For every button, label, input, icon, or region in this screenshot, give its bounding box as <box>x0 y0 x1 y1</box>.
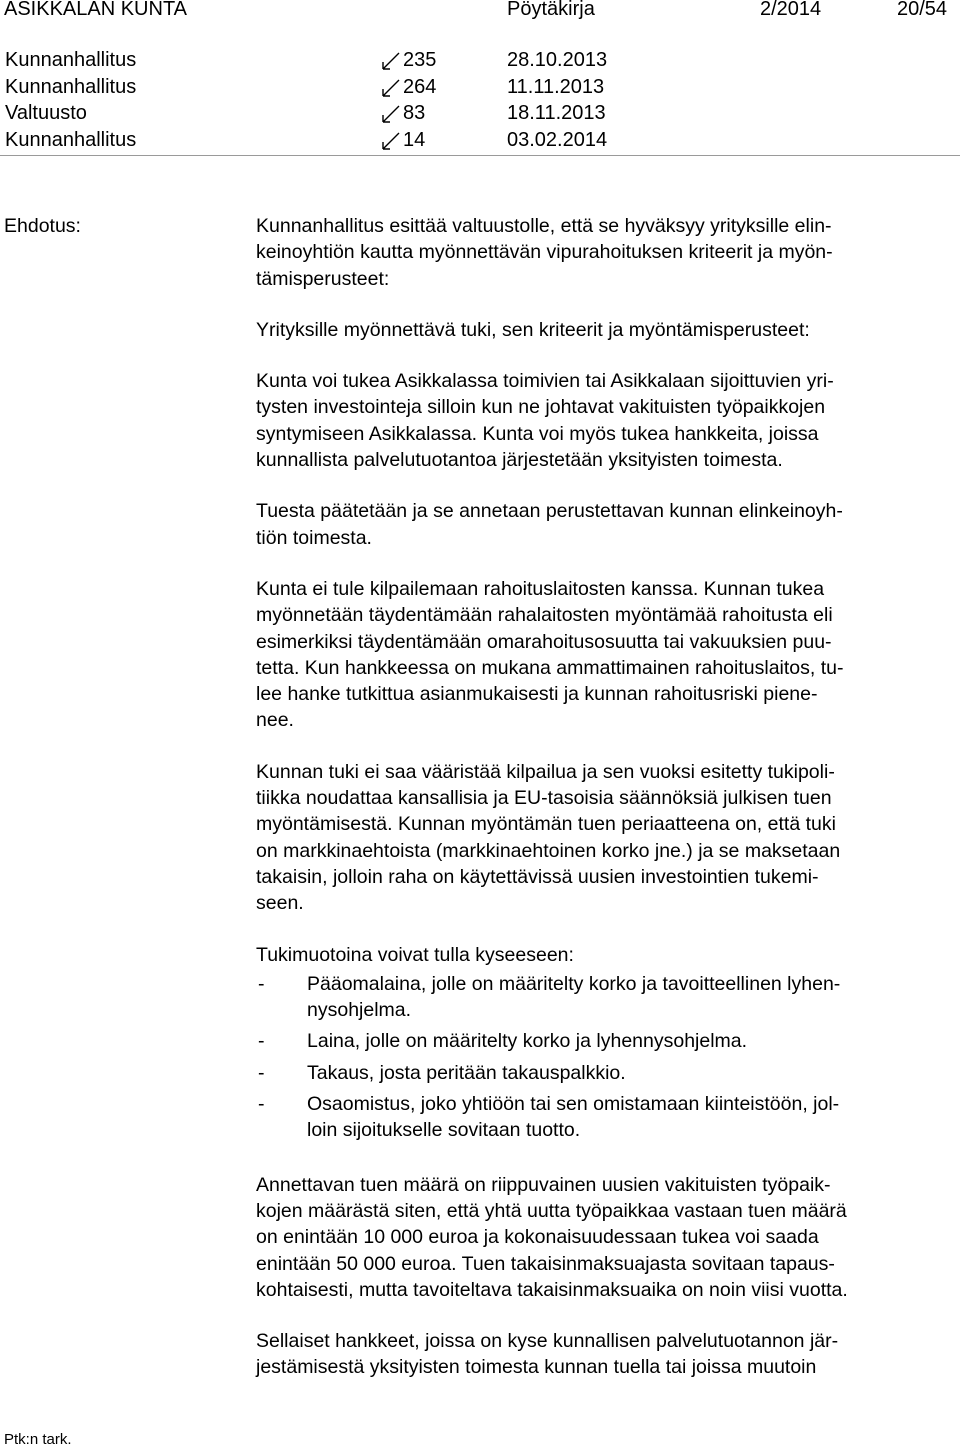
reference-arrow-icon <box>380 130 402 152</box>
list-dash: - <box>258 1061 265 1084</box>
paragraph-line: Tuesta päätetään ja se annetaan perustettavan kunnan elinkeinoyh- <box>256 500 843 523</box>
list-item-line: Pääomalaina, jolle on määritelty korko ja tavoitteellinen lyhen- <box>307 972 841 995</box>
paragraph-line: lee hanke tutkittua asianmukaisesti ja kunnan rahoitusriski piene- <box>256 683 818 706</box>
paragraph-line: tämisperusteet: <box>256 267 390 290</box>
paragraph-line: myönnetään täydentämään rahalaitosten myöntämää rahoitusta eli <box>256 604 833 627</box>
list-dash: - <box>258 1093 265 1116</box>
document-type: Pöytäkirja <box>507 0 595 20</box>
paragraph-line: Kunnan tuki ei saa vääristää kilpailua ja sen vuoksi esitetty tukipoli- <box>256 760 835 783</box>
paragraph-line: keinoyhtiön kautta myönnettävän vipurahoituksen kriteerit ja myön- <box>256 241 833 264</box>
paragraph-line: Kunta voi tukea Asikkalassa toimivien tai Asikkalaan sijoittuvien yri- <box>256 370 834 393</box>
paragraph-line: Kunnanhallitus esittää valtuustolle, että se hyväksyy yrityksille elin- <box>256 215 832 237</box>
paragraph <box>256 213 956 292</box>
support-forms-list <box>256 971 956 1144</box>
meeting-section: 235 <box>403 49 437 71</box>
list-item-line: Takaus, josta peritään takauspalkkio. <box>307 1061 626 1084</box>
paragraph-line: Sellaiset hankkeet, joissa on kyse kunnallisen palvelutuotannon jär- <box>256 1330 839 1353</box>
proposal-label: Ehdotus: <box>4 215 81 237</box>
paragraph <box>256 317 956 343</box>
meeting-section: 264 <box>403 75 437 98</box>
paragraph <box>256 498 956 551</box>
list-item-line: loin sijoitukselle sovitaan tuotto. <box>307 1119 581 1142</box>
paragraph-line: jestämisestä yksityisten toimesta kunnan tuella tai joissa muutoin <box>256 1356 817 1379</box>
paragraph-line: tetta. Kun hankkeessa on mukana ammattimainen rahoituslaitos, tu- <box>256 656 844 679</box>
list-dash: - <box>258 972 265 995</box>
meeting-row <box>0 74 960 101</box>
paragraph-line: nee. <box>256 709 294 732</box>
paragraph-line: on markkinaehtoista (markkinaehtoinen korko jne.) ja se maksetaan <box>256 839 841 862</box>
meeting-body: Kunnanhallitus <box>5 128 137 151</box>
paragraph <box>256 576 956 734</box>
list-item <box>256 1091 956 1144</box>
minutes-checker-note: Ptk:n tark. <box>4 1431 72 1448</box>
header-divider <box>0 155 960 156</box>
paragraph-line: tiikka noudattaa kansallisia ja EU-tasoisia säännöksiä julkisen tuen <box>256 787 832 810</box>
reference-arrow-icon <box>380 77 402 99</box>
proposal-body <box>256 213 956 1406</box>
paragraph-line: kohtaisesti, mutta tavoiteltava takaisinmaksuaika on noin viisi vuotta. <box>256 1278 848 1301</box>
paragraph-line: enintään 50 000 euroa. Tuen takaisinmaksuajasta sovitaan tapaus- <box>256 1252 835 1275</box>
list-dash: - <box>258 1030 265 1053</box>
paragraph-line: seen. <box>256 892 304 915</box>
document-number: 2/2014 <box>760 0 822 20</box>
meeting-row <box>0 47 960 74</box>
municipality-name: ASIKKALAN KUNTA <box>4 0 188 20</box>
paragraph-line: kojen määrästä siten, että yhtä uutta työpaikkaa vastaan tuen määrä <box>256 1199 847 1222</box>
paragraph-line: on enintään 10 000 euroa ja kokonaisuudessaan tukea voi saada <box>256 1226 819 1249</box>
paragraph-line: tiön toimesta. <box>256 526 372 549</box>
reference-arrow-icon <box>380 103 402 125</box>
paragraph-line: tysten investointeja silloin kun ne johtavat vakituisten työpaikkojen <box>256 396 826 419</box>
meeting-row <box>0 100 960 127</box>
paragraph <box>256 1328 956 1381</box>
document-header <box>0 0 960 24</box>
meeting-date: 18.11.2013 <box>507 102 606 124</box>
paragraph-line: esimerkiksi täydentämään omarahoitusosuutta tai vakuuksien puu- <box>256 630 832 653</box>
paragraph <box>256 1172 956 1303</box>
list-item <box>256 971 956 1024</box>
meeting-body: Kunnanhallitus <box>5 49 137 71</box>
meeting-body: Kunnanhallitus <box>5 75 137 98</box>
list-item <box>256 1060 956 1086</box>
paragraph-line: Annettavan tuen määrä on riippuvainen uusien vakituisten työpaik- <box>256 1173 831 1196</box>
list-item-line: Osaomistus, joko yhtiöön tai sen omistamaan kiinteistöön, jol- <box>307 1093 840 1116</box>
paragraph-line: Yrityksille myönnettävä tuki, sen kriteerit ja myöntämisperusteet: <box>256 318 810 341</box>
meeting-section: 83 <box>403 102 426 124</box>
paragraph-line: kunnallista palvelutuotantoa järjestetään yksityisten toimesta. <box>256 449 783 472</box>
meeting-date: 11.11.2013 <box>507 75 605 98</box>
support-forms-intro: Tukimuotoina voivat tulla kyseeseen: <box>256 943 574 966</box>
meeting-section: 14 <box>403 128 426 151</box>
meeting-date: 28.10.2013 <box>507 49 608 71</box>
meeting-row <box>0 127 960 154</box>
paragraph <box>256 759 956 917</box>
paragraph-line: Kunta ei tule kilpailemaan rahoituslaitosten kanssa. Kunnan tukea <box>256 577 825 600</box>
meeting-body: Valtuusto <box>5 102 87 124</box>
meeting-history <box>0 47 960 153</box>
page-number: 20/54 <box>897 0 948 20</box>
paragraph-line: syntymiseen Asikkalassa. Kunta voi myös tukea hankkeita, joissa <box>256 422 819 445</box>
list-item-line: Laina, jolle on määritelty korko ja lyhennysohjelma. <box>307 1030 748 1053</box>
paragraph-line: myöntämisestä. Kunnan myöntämän tuen periaatteena on, että tuki <box>256 813 836 836</box>
meeting-date: 03.02.2014 <box>507 128 608 151</box>
list-item <box>256 1028 956 1054</box>
paragraph <box>256 368 956 473</box>
paragraph-line: takaisin, jolloin raha on käytettävissä uusien investointien tukemi- <box>256 865 819 888</box>
list-item-line: nysohjelma. <box>307 999 412 1022</box>
reference-arrow-icon <box>380 50 402 72</box>
